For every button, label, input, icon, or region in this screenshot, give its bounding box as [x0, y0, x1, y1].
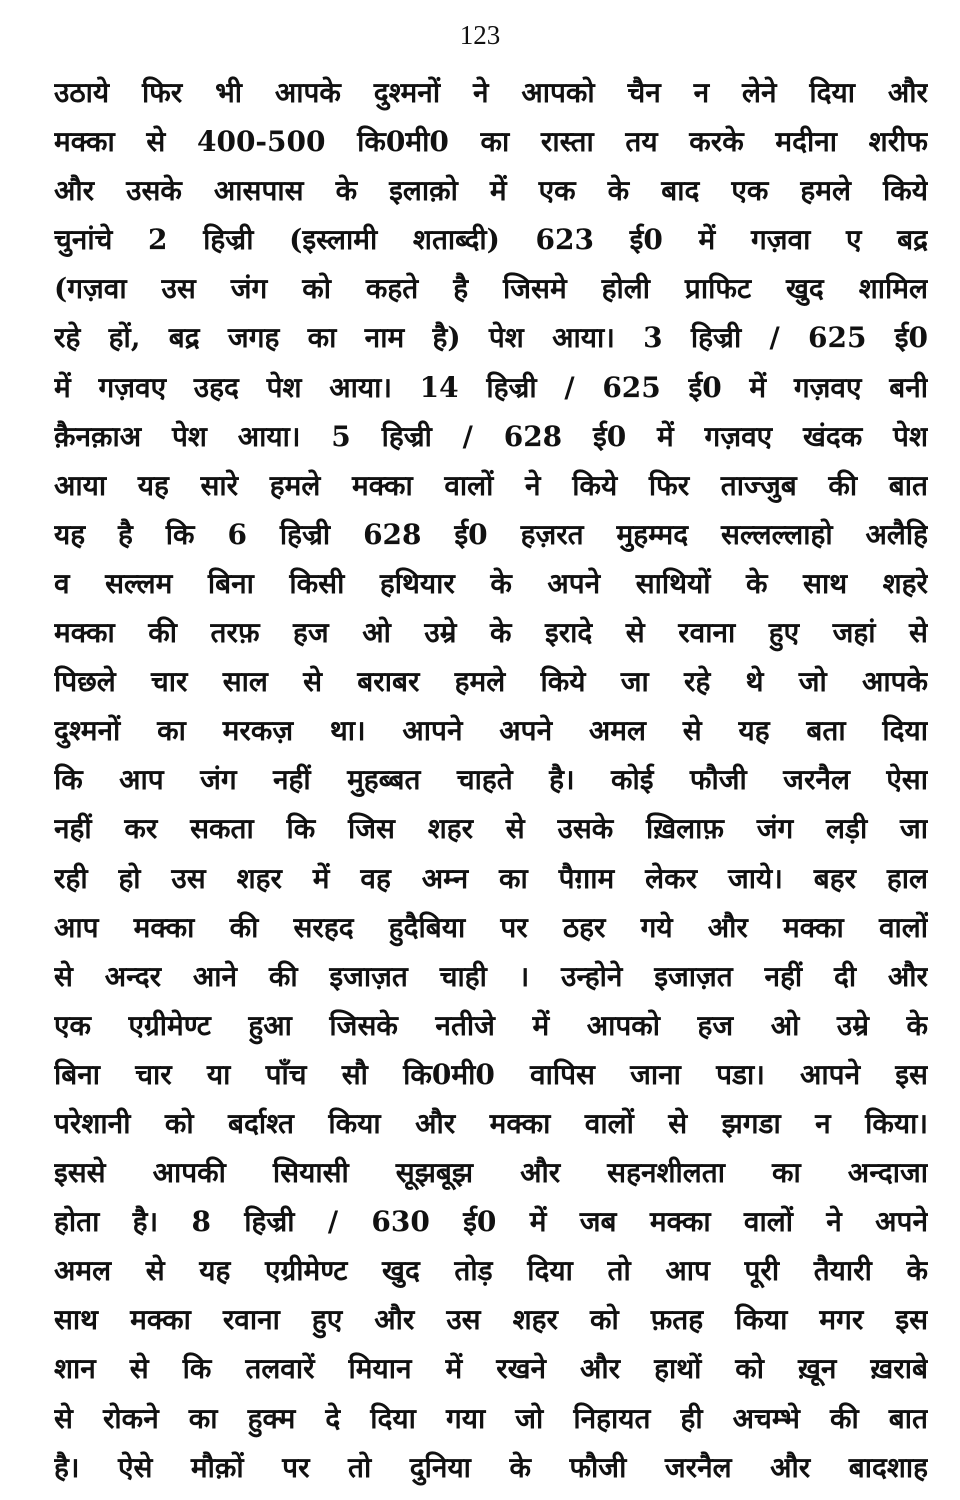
text-line: रहे हों, बद्र जगह का नाम है) पेश आया। 3 हिज्री / 625 ई0 [54, 321, 928, 355]
text-line: परेशानी को बर्दाश्त किया और मक्का वालों से झगडा न किया। [54, 1106, 928, 1140]
text-line: है। ऐसे मौक़ों पर तो दुनिया के फौजी जरनैल और बादशाह [54, 1450, 928, 1484]
text-line: अमल से यह एग्रीमेण्ट खुद तोड़ दिया तो आप पूरी तैयारी के [54, 1254, 928, 1288]
text-line: नहीं कर सकता कि जिस शहर से उसके ख़िलाफ़ जंग लड़ी जा [54, 812, 928, 846]
text-line: आप मक्का की सरहद हुदैबिया पर ठहर गये और मक्का वालों [54, 910, 928, 944]
text-line: आया यह सारे हमले मक्का वालों ने किये फिर ताज्जुब की बात [54, 468, 928, 502]
text-line: और उसके आसपास के इलाक़ो में एक के बाद एक हमले किये [54, 174, 928, 208]
text-line: से अन्दर आने की इजाज़त चाही । उन्होने इजाज़त नहीं दी और [54, 959, 928, 993]
page-number: 123 [459, 20, 501, 50]
text-line: शान से कि तलवारें मियान में रखने और हाथों को ख़ून ख़राबे [54, 1352, 928, 1386]
text-line: रही हो उस शहर में वह अम्न का पैग़ाम लेकर जाये। बहर हाल [54, 861, 928, 895]
text-line: चुनांचे 2 हिज्री (इस्लामी शताब्दी) 623 ई0 में गज़वा ए बद्र [54, 223, 928, 257]
text-line: से रोकने का हुक्म दे दिया गया जो निहायत ही अचम्भे की बात [54, 1401, 928, 1435]
text-line: में गज़वए उहद पेश आया। 14 हिज्री / 625 ई0 में गज़वए बनी [54, 370, 928, 404]
text-line: दुश्मनों का मरकज़ था। आपने अपने अमल से यह बता दिया [54, 714, 928, 748]
text-line: पिछले चार साल से बराबर हमले किये जा रहे थे जो आपके [54, 665, 928, 699]
text-line: व सल्लम बिना किसी हथियार के अपने साथियों के साथ शहरे [54, 566, 928, 600]
text-line: होता है। 8 हिज्री / 630 ई0 में जब मक्का वालों ने अपने [54, 1205, 928, 1239]
text-line: बिना चार या पाँच सौ कि0मी0 वापिस जाना पडा। आपने इस [54, 1057, 928, 1091]
text-line: मक्का की तरफ़ हज ओ उम्रे के इरादे से रवाना हुए जहां से [54, 616, 928, 650]
text-line: यह है कि 6 हिज्री 628 ई0 हज़रत मुहम्मद सल्लल्लाहो अलैहि [54, 517, 928, 551]
body-text [54, 68, 928, 1492]
text-line: साथ मक्का रवाना हुए और उस शहर को फ़तह किया मगर इस [54, 1303, 928, 1337]
text-line: इससे आपकी सियासी सूझबूझ और सहनशीलता का अन्दाजा [54, 1156, 928, 1190]
text-line: क़ैनक़ाअ पेश आया। 5 हिज्री / 628 ई0 में गज़वए खंदक पेश [54, 419, 928, 453]
text-line: (गज़वा उस जंग को कहते है जिसमे होली प्राफिट खुद शामिल [54, 272, 928, 306]
text-line: मक्का से 400-500 कि0मी0 का रास्ता तय करके मदीना शरीफ [54, 125, 928, 159]
text-line: एक एग्रीमेण्ट हुआ जिसके नतीजे में आपको हज ओ उम्रे के [54, 1008, 928, 1042]
text-line: उठाये फिर भी आपके दुश्मनों ने आपको चैन न लेने दिया और [54, 76, 928, 109]
text-line: कि आप जंग नहीं मुहब्बत चाहते है। कोई फौजी जरनैल ऐसा [54, 763, 928, 797]
